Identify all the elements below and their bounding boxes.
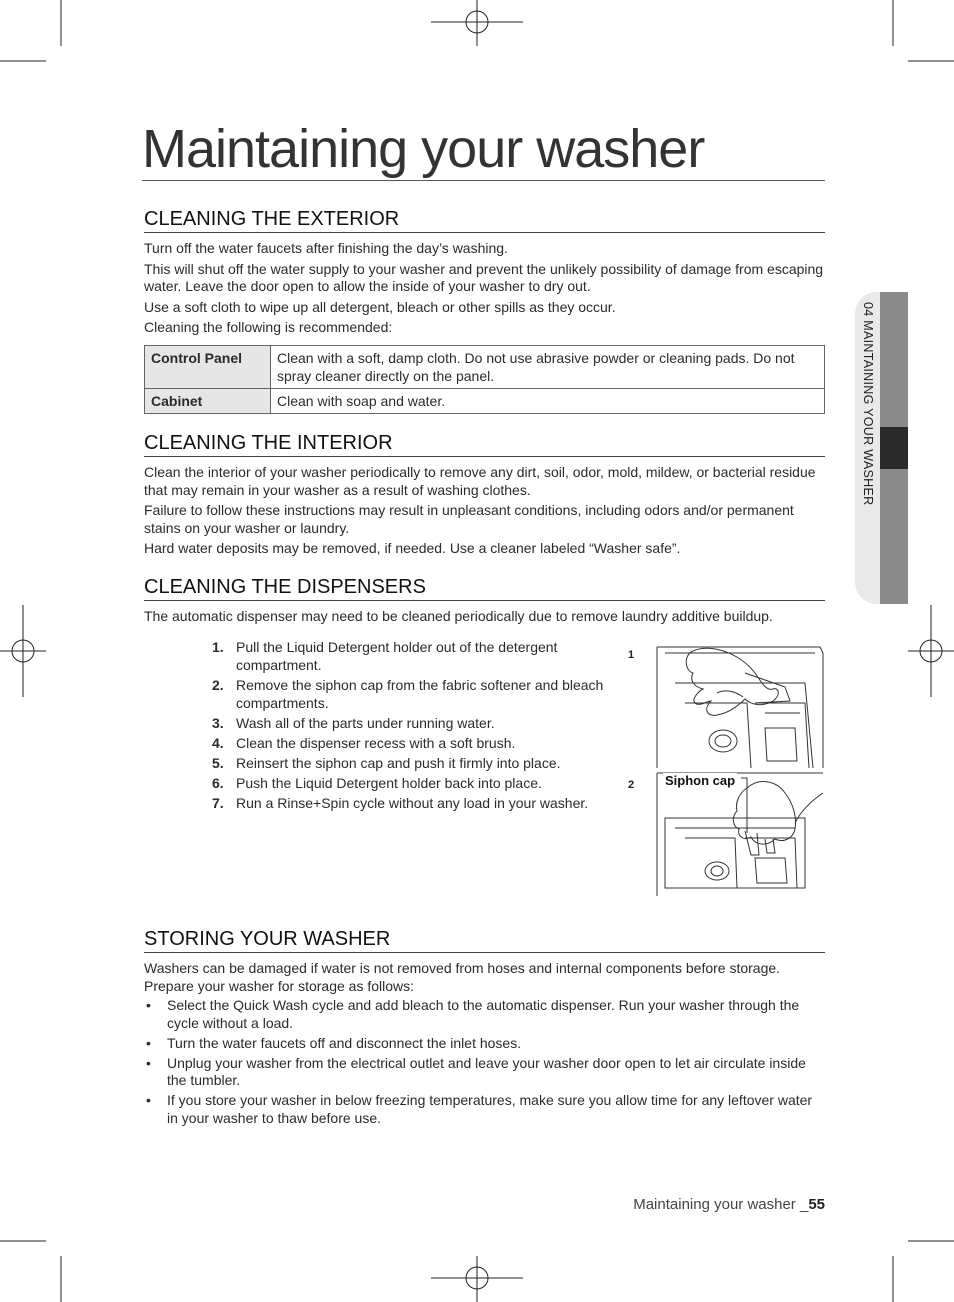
- step-text: Wash all of the parts under running water.: [236, 714, 495, 731]
- bullet-text: If you store your washer in below freezing temperatures, make sure you allow time for any leftover water in your washer to thaw before use.: [167, 1092, 813, 1126]
- exterior-paragraph: Turn off the water faucets after finishing the day’s washing.: [144, 240, 508, 256]
- interior-paragraph: Failure to follow these instructions may result in unpleasant conditions, including odors and/or permanent stains on your washer or laundry.: [144, 502, 794, 536]
- exterior-paragraph: Cleaning the following is recommended:: [144, 319, 393, 335]
- page-footer: [633, 1196, 825, 1213]
- list-item: [144, 997, 825, 1032]
- exterior-paragraph: Use a soft cloth to wipe up all detergent, bleach or other spills as they occur.: [144, 298, 616, 315]
- step-text: Clean the dispenser recess with a soft brush.: [236, 734, 516, 751]
- interior-paragraph: Hard water deposits may be removed, if needed. Use a cleaner labeled “Washer safe”.: [144, 540, 681, 556]
- bullet-text: Select the Quick Wash cycle and add bleach to the automatic dispenser. Run your washer through the cycle without a load.: [167, 997, 800, 1031]
- figure-number-2: 2: [628, 779, 635, 791]
- cleaning-table: [144, 345, 825, 414]
- section-exterior: [144, 207, 825, 414]
- step-number: 7.: [212, 794, 224, 811]
- table-cell-instruction: Clean with soap and water.: [271, 388, 825, 413]
- list-item: [144, 774, 616, 792]
- heading-storing: STORING YOUR WASHER: [144, 927, 825, 953]
- table-cell-part: Cabinet: [145, 388, 271, 413]
- heading-exterior: CLEANING THE EXTERIOR: [144, 207, 825, 233]
- step-number: 5.: [212, 754, 224, 771]
- bullet-icon: •: [146, 1092, 151, 1108]
- bullet-icon: •: [146, 1034, 151, 1051]
- chapter-tab-label: 04 MAINTAINING YOUR WASHER: [861, 302, 875, 506]
- footer-text: Maintaining your washer _: [633, 1196, 809, 1213]
- list-item: [144, 1055, 825, 1090]
- table-cell-part: Control Panel: [145, 345, 271, 388]
- list-item: [144, 1035, 825, 1053]
- list-item: [144, 754, 616, 772]
- list-item: [144, 1092, 825, 1127]
- bullet-icon: •: [146, 997, 151, 1013]
- step-number: 3.: [212, 714, 224, 731]
- step-text: Push the Liquid Detergent holder back into place.: [236, 774, 542, 791]
- list-item: [144, 676, 616, 712]
- heading-dispensers: CLEANING THE DISPENSERS: [144, 575, 825, 601]
- list-item: [144, 734, 616, 752]
- storing-intro: Washers can be damaged if water is not removed from hoses and internal components before storage. Prepare your washer for storage as follows:: [144, 960, 781, 994]
- interior-paragraph: Clean the interior of your washer periodically to remove any dirt, soil, odor, mold, mildew, or bacterial residue that may remain in your washer as a result of washing clothes.: [144, 464, 816, 498]
- heading-interior: CLEANING THE INTERIOR: [144, 431, 825, 457]
- page-number: 55: [808, 1196, 825, 1213]
- table-row: [145, 388, 825, 413]
- chapter-tab-marker: [880, 427, 908, 469]
- figure-number-1: 1: [628, 649, 635, 661]
- bullet-icon: •: [146, 1054, 151, 1071]
- siphon-cap-label: Siphon cap: [665, 773, 736, 788]
- table-row: [145, 345, 825, 388]
- bullet-text: Unplug your washer from the electrical outlet and leave your washer door open to let air circulate inside the tumbler.: [167, 1054, 806, 1088]
- page-title: Maintaining your washer: [142, 118, 825, 181]
- exterior-paragraph: This will shut off the water supply to your washer and prevent the unlikely possibility of damage from escaping water. Leave the door open to allow the inside of your washer to dry out.: [144, 260, 824, 294]
- step-number: 6.: [212, 774, 224, 791]
- dispensers-intro: The automatic dispenser may need to be cleaned periodically due to remove laundry additive buildup.: [144, 608, 773, 624]
- section-interior: [144, 431, 825, 558]
- storing-bullets: [144, 997, 825, 1127]
- table-cell-instruction: Clean with a soft, damp cloth. Do not use abrasive powder or cleaning pads. Do not spray cleaner directly on the panel.: [271, 345, 825, 388]
- list-item: [144, 794, 616, 812]
- step-text: Remove the siphon cap from the fabric softener and bleach compartments.: [236, 676, 604, 711]
- step-number: 2.: [212, 676, 224, 693]
- step-text: Reinsert the siphon cap and push it firmly into place.: [236, 754, 561, 771]
- step-number: 1.: [212, 638, 224, 655]
- dispenser-illustration: [655, 643, 827, 899]
- list-item: [144, 638, 616, 674]
- list-item: [144, 714, 616, 732]
- step-text: Run a Rinse+Spin cycle without any load in your washer.: [236, 794, 589, 811]
- section-storing: [144, 927, 825, 1130]
- bullet-text: Turn the water faucets off and disconnect the inlet hoses.: [167, 1034, 522, 1051]
- step-number: 4.: [212, 734, 224, 751]
- step-text: Pull the Liquid Detergent holder out of the detergent compartment.: [236, 638, 558, 673]
